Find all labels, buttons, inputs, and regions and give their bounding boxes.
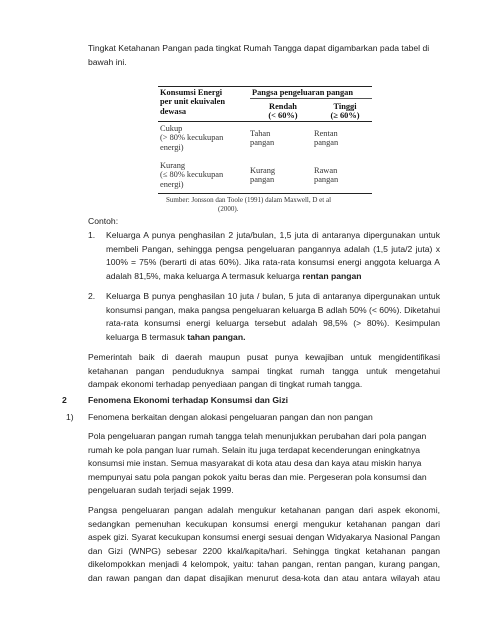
section-number: 2 [62, 395, 67, 405]
subsection-number: 1) [66, 412, 74, 422]
example-1-text: Keluarga A punya penghasilan 2 juta/bulan, 1,5 juta di antaranya dipergunakan untuk membeli Pangan, sehingga pengsa pengeluaran pangannya adalah (1,5 juta/2 juta) x 100% = 75% (berarti di atas 60%). Jika rata-rata konsumsi energi anggota keluarga A adalah 81,5%, maka keluarga A termasuk keluarga rentan pangan [106, 230, 440, 281]
expenditure-share-paragraph: Pangsa pengeluaran pangan adalah mengukur ketahanan pangan dari aspek ekonomi, sedangkan pemenuhan kecukupan konsumsi energi mengukur ketahanan pangan dari aspek gizi. Syarat kecukupan konsumsi energi sesuai dengan Widyakarya Nasional Pangan dan Gizi (WNPG) sebesar 2200 kkal/kapita/hari. Sehingga tingkat ketahanan pangan dikelompokkan menjadi 4 kelompok, yaitu: tahan pangan, rentan pangan, kurang pangan, dan rawan pangan dan dapat disajikan menurut desa-kota dan atau antara wilayah atau [88, 505, 440, 583]
example-2-number: 2. [88, 291, 96, 301]
intro-paragraph: Tingkat Ketahanan Pangan pada tingkat Rumah Tangga dapat digambarkan pada tabel di bawah ini. [88, 43, 430, 67]
consumption-pattern-paragraph: Pola pengeluaran pangan rumah tangga telah menunjukkan perubahan dari pola pangan rumah ke pola pangan luar rumah. Selain itu juga terdapat kecenderungan eningkatnya konsumsi mie instan. Semua masyarakat di kota atau desa dan kaya atau miskin hanya mempunyai satu pola pangan pokok yaitu beras dan mie. Pergeseran pola konsumsi dan pengeluaran sudah terjadi sejak 1999. [88, 431, 427, 496]
table-bottom-rule [158, 193, 372, 194]
table-row-2-label: Kurang (≤ 80% kecukupan energi) [160, 161, 224, 189]
table-source: Sumber: Jonsson dan Toole (1991) dalam Maxwell, D et al (2000). [166, 196, 332, 213]
table-header-left: Konsumsi Energi per unit ekuivalen dewasa [160, 88, 225, 116]
table-col-low: Rendah (< 60%) [268, 102, 298, 121]
government-paragraph: Pemerintah baik di daerah maupun pusat punya kewajiban untuk mengidentifikasi ketahanan pangan penduduknya sampai tingkat rumah tangga untuk mengetahui dampak ekonomi terhadap penyediaan pangan di tingkat rumah tangga. [88, 352, 440, 390]
example-heading: Contoh: [88, 216, 119, 226]
table-row-2-high: Rawan pangan [314, 166, 339, 185]
example-1-number: 1. [88, 230, 96, 240]
food-security-table [158, 86, 372, 213]
example-2-text: Keluarga B punya penghasilan 10 juta / bulan, 5 juta di antaranya dipergunakan untuk konsumsi pangan, maka pangsa pengeluaran keluarga B adlah 50% (< 60%). Diketahui rata-rata konsumsi energi keluarga tersebut adalah 98,5% (> 80%). Kesimpulan keluarga B termasuk tahan pangan. [106, 291, 440, 342]
table-row-1-label: Cukup (> 80% kecukupan energi) [160, 124, 224, 152]
table-header-right: Pangsa pengeluaran pangan [252, 88, 353, 97]
section-title: Fenomena Ekonomi terhadap Konsumsi dan Gizi [88, 395, 289, 405]
table-row-2-low: Kurang pangan [250, 166, 276, 185]
table-top-rule [158, 86, 372, 87]
subsection-title: Fenomena berkaitan dengan alokasi pengeluaran pangan dan non pangan [88, 412, 373, 422]
table-header-bottom-rule [158, 121, 372, 122]
table-row-1-high: Rentan pangan [314, 129, 339, 148]
table-col-high: Tinggi (≥ 60%) [330, 102, 360, 121]
table-header-subrule [250, 98, 372, 99]
table-row-1-low: Tahan pangan [250, 129, 275, 148]
example-1-conclusion: rentan pangan [302, 270, 362, 281]
example-2-conclusion: tahan pangan. [187, 331, 246, 342]
